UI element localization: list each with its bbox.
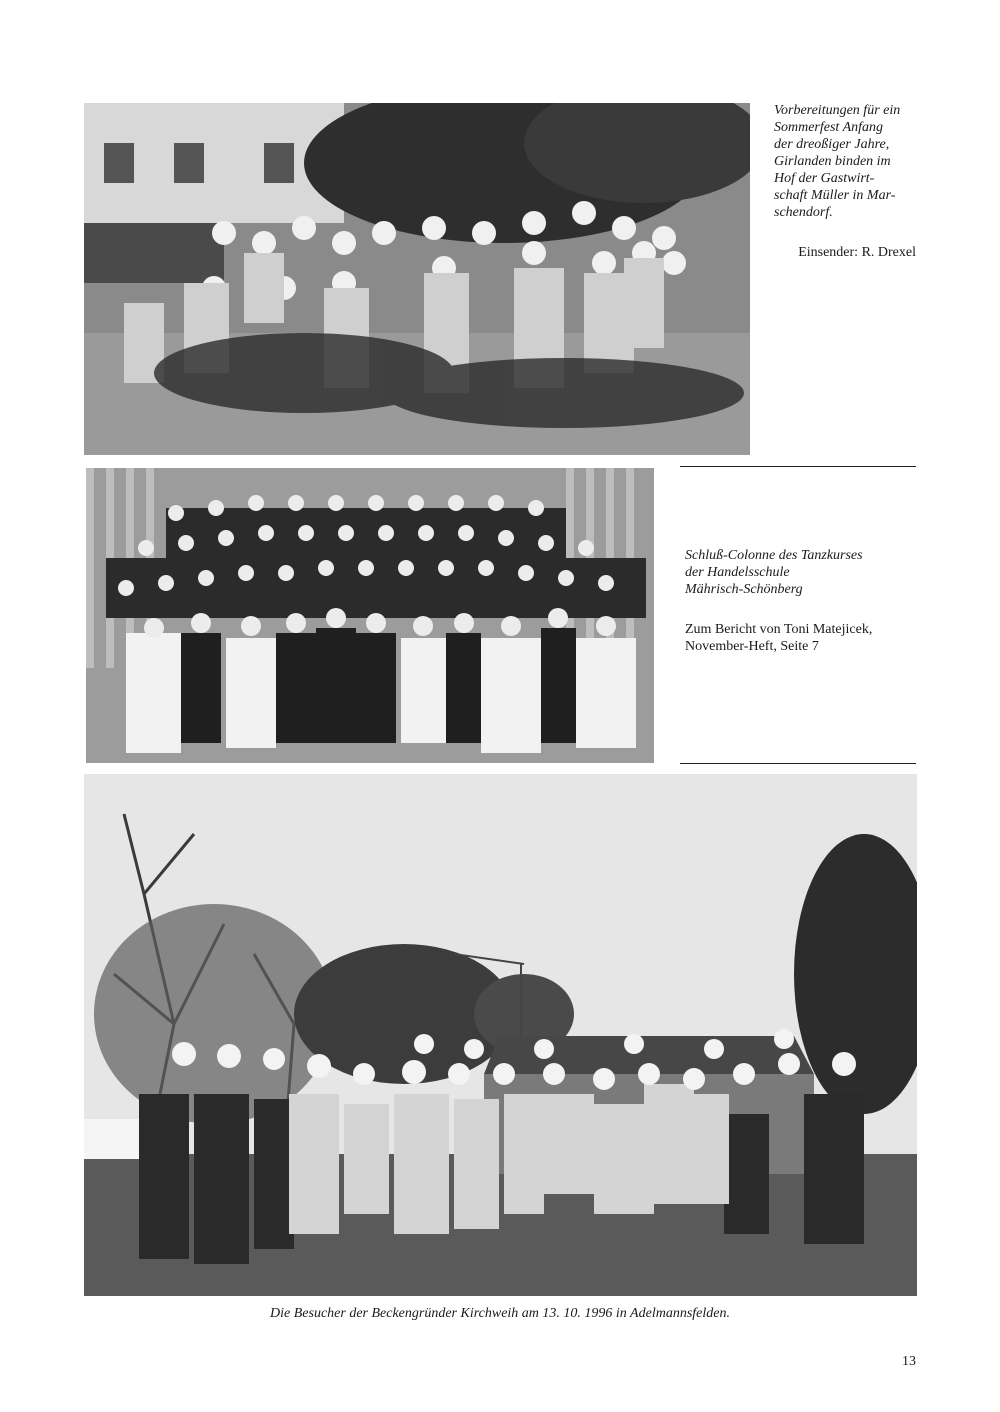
reference-line: Zum Bericht von Toni Matejicek, xyxy=(685,622,873,637)
sender-credit: Einsender: R. Drexel xyxy=(798,245,916,260)
caption-garland-making xyxy=(774,102,916,221)
caption-line: Girlanden binden im xyxy=(774,154,891,169)
caption-line: Vorbereitungen für ein xyxy=(774,103,901,118)
article-reference xyxy=(685,621,915,655)
caption-line: schaft Müller in Mar- xyxy=(774,188,896,203)
photo-kirchweih-visitors-image xyxy=(84,774,917,1296)
caption-dance-course xyxy=(685,547,915,598)
caption-line: Hof der Gastwirt- xyxy=(774,171,875,186)
caption-line: Schluß-Colonne des Tanzkurses xyxy=(685,548,863,563)
caption-line: der dreoßiger Jahre, xyxy=(774,137,890,152)
caption-line: schendorf. xyxy=(774,205,833,220)
reference-line: November-Heft, Seite 7 xyxy=(685,639,819,654)
caption-line: Mährisch-Schönberg xyxy=(685,582,803,597)
photo-dance-course xyxy=(86,468,654,763)
page-number: 13 xyxy=(902,1354,916,1369)
photo-garland-making xyxy=(84,103,750,455)
divider-rule xyxy=(680,763,916,764)
photo-garland-making-image xyxy=(84,103,750,455)
photo-dance-course-image xyxy=(86,468,654,763)
divider-rule xyxy=(680,466,916,467)
photo-kirchweih-visitors xyxy=(84,774,917,1296)
caption-kirchweih-visitors: Die Besucher der Beckengründer Kirchweih am 13. 10. 1996 in Adelmannsfelden. xyxy=(270,1306,730,1321)
caption-line: der Handelsschule xyxy=(685,565,790,580)
caption-line: Sommerfest Anfang xyxy=(774,120,884,135)
